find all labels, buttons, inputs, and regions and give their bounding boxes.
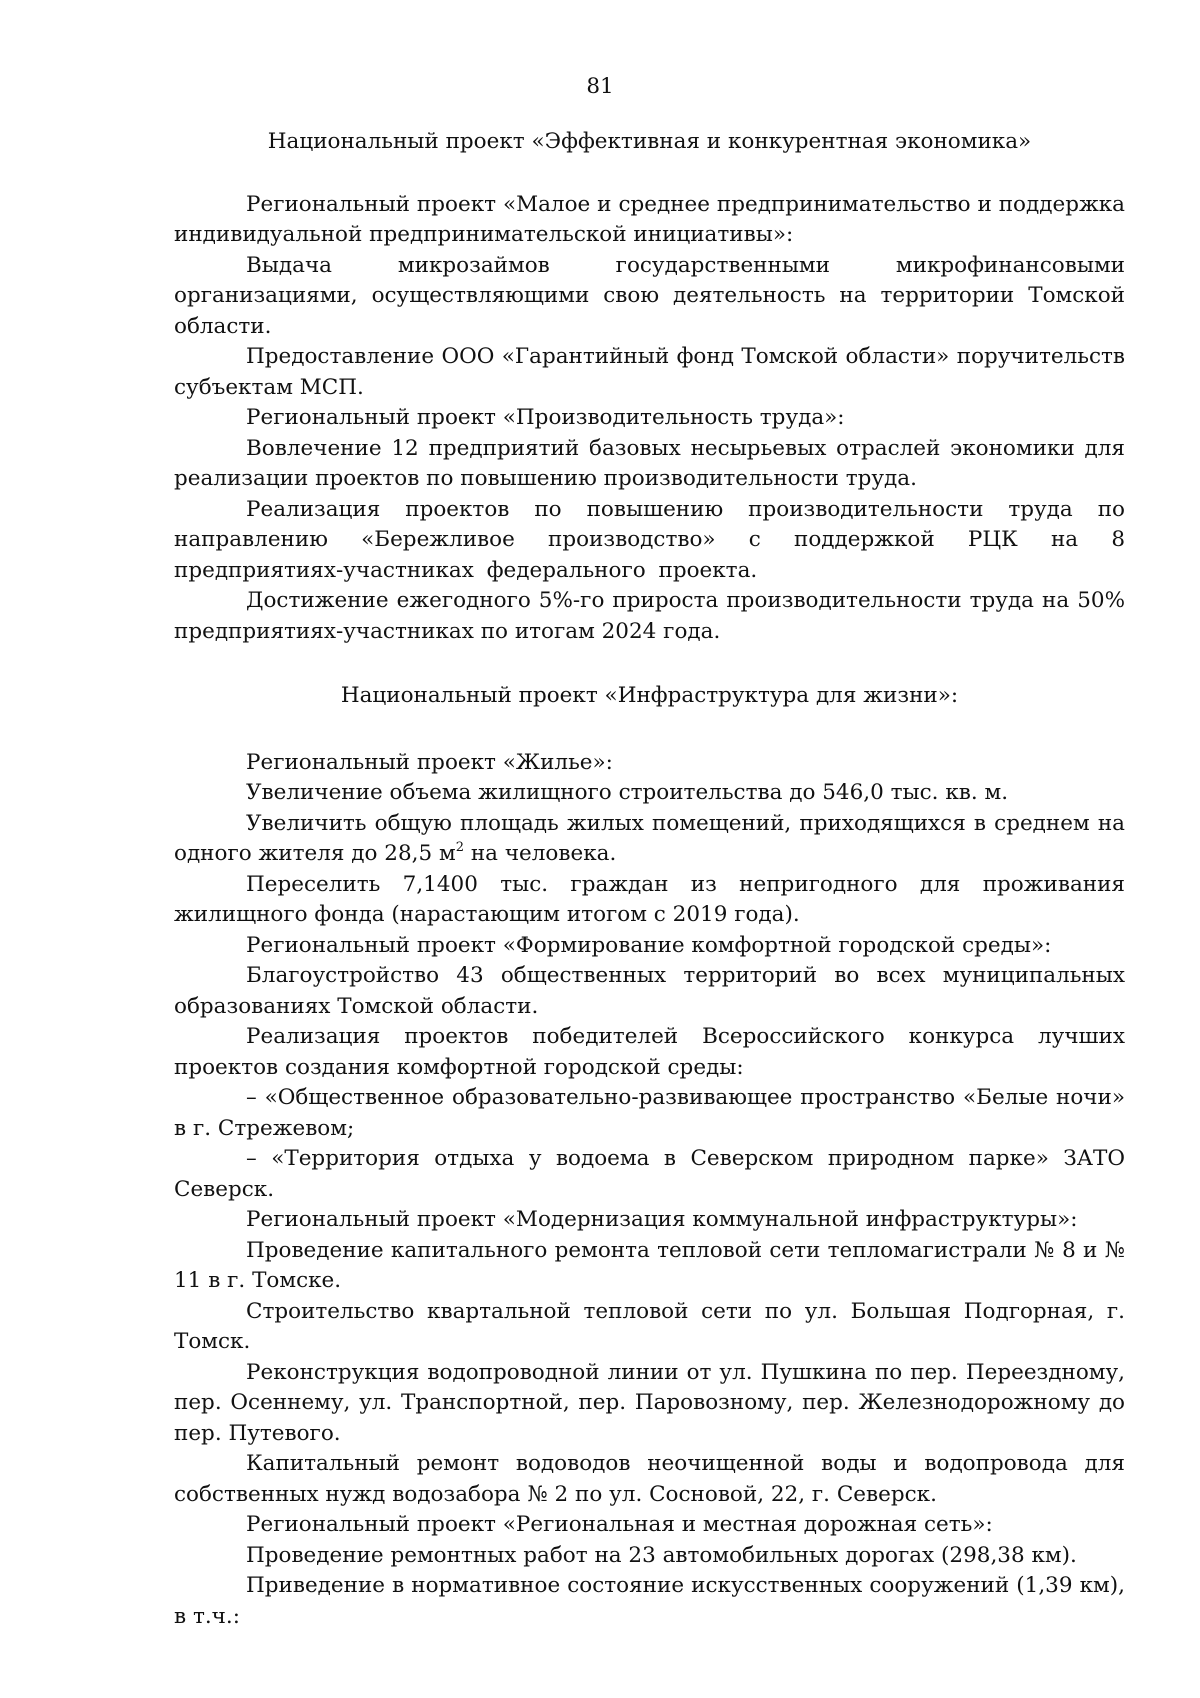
paragraph: Региональный проект «Региональная и местная дорожная сеть»: [246, 1512, 993, 1537]
paragraph: Достижение ежегодного 5%-го прироста производительности труда на 50% предприятиях-участниках по итогам 2024 года. [174, 588, 1125, 644]
paragraph-text: Увеличить общую площадь жилых помещений, приходящихся в среднем на одного жителя до 28,5 м [174, 810, 1125, 866]
section-heading-economy: Национальный проект «Эффективная и конкурентная экономика» [267, 129, 1032, 154]
paragraph: Приведение в нормативное состояние искусственных сооружений (1,39 км), в т.ч.: [174, 1573, 1125, 1629]
paragraph: Региональный проект «Формирование комфортной городской среды»: [246, 932, 1052, 958]
paragraph: Реконструкция водопроводной линии от ул. Пушкина по пер. Переездному, пер. Осеннему, ул. Транспортной, пер. Паровозному, пер. Железнодорожному до пер. Путевого. [174, 1359, 1125, 1446]
superscript-square: 2 [455, 840, 465, 855]
paragraph-area-per-resident [174, 809, 1125, 870]
paragraph: Выдача микрозаймов государственными микрофинансовыми организациями, осуществляющими свою деятельность на территории Томской области. [174, 252, 1125, 339]
paragraph-text: на человека. [464, 841, 617, 866]
document-body [174, 127, 1125, 1632]
paragraph: Проведение ремонтных работ на 23 автомобильных дорогах (298,38 км). [246, 1542, 1077, 1568]
paragraph: Региональный проект «Малое и среднее предпринимательство и поддержка индивидуальной предпринимательской инициативы»: [174, 191, 1125, 247]
paragraph: Вовлечение 12 предприятий базовых несырьевых отраслей экономики для реализации проектов по повышению производительности труда. [174, 435, 1125, 491]
paragraph: Реализация проектов победителей Всероссийского конкурса лучших проектов создания комфортной городской среды: [174, 1024, 1125, 1080]
paragraph: Проведение капитального ремонта тепловой сети тепломагистрали № 8 и № 11 в г. Томске. [174, 1237, 1125, 1293]
list-item: – «Общественное образовательно-развивающее пространство «Белые ночи» в г. Стрежевом; [174, 1085, 1125, 1141]
paragraph: Увеличение объема жилищного строительства до 546,0 тыс. кв. м. [246, 780, 1009, 805]
list-item: – «Территория отдыха у водоема в Северском природном парке» ЗАТО Северск. [174, 1146, 1125, 1202]
section-heading-infrastructure: Национальный проект «Инфраструктура для жизни»: [340, 683, 959, 708]
page-number: 81 [586, 74, 614, 99]
paragraph: Капитальный ремонт водоводов неочищенной воды и водопровода для собственных нужд водозабора № 2 по ул. Сосновой, 22, г. Северск. [174, 1451, 1125, 1507]
paragraph: Региональный проект «Жилье»: [246, 749, 613, 775]
paragraph: Благоустройство 43 общественных территорий во всех муниципальных образованиях Томской области. [174, 963, 1125, 1019]
paragraph: Реализация проектов по повышению производительности труда по направлению «Бережливое производство» с поддержкой РЦК на 8 предприятиях-участниках федерального проекта. [174, 496, 1125, 583]
paragraph: Переселить 7,1400 тыс. граждан из непригодного для проживания жилищного фонда (нарастающим итогом с 2019 года). [174, 871, 1125, 927]
paragraph: Региональный проект «Модернизация коммунальной инфраструктуры»: [246, 1207, 1078, 1232]
paragraph: Предоставление ООО «Гарантийный фонд Томской области» поручительств субъектам МСП. [174, 344, 1125, 400]
paragraph: Региональный проект «Производительность труда»: [246, 405, 845, 430]
paragraph: Строительство квартальной тепловой сети по ул. Большая Подгорная, г. Томск. [174, 1298, 1125, 1354]
